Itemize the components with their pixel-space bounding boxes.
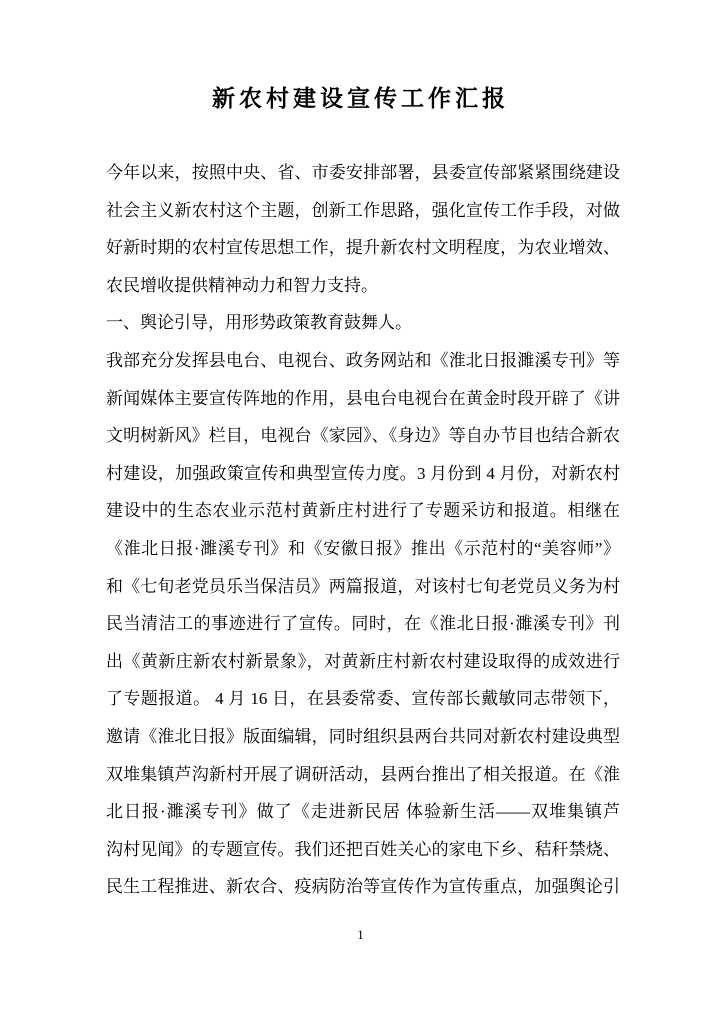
body-line: 《淮北日报·濉溪专刊》和《安徽日报》推出《示范村的“美容师”》 [106,538,620,558]
body-line: 民当清洁工的事迹进行了宣传。同时，在《淮北日报·濉溪专刊》刊 [106,614,620,634]
body-line: 新闻媒体主要宣传阵地的作用，县电台电视台在黄金时段开辟了《讲 [106,388,620,408]
body-line: 建设中的生态农业示范村黄新庄村进行了专题采访和报道。相继在 [106,501,620,521]
body-line: 农民增收提供精神动力和智力支持。 [106,275,378,295]
body-line: 出《黄新庄新农村新景象》，对黄新庄村新农村建设取得的成效进行 [106,651,620,671]
page-number: 1 [357,927,364,942]
body-line: 今年以来，按照中央、省、市委安排部署，县委宣传部紧紧围绕建设 [106,163,620,182]
body-line: 沟村见闻》的专题宣传。我们还把百姓关心的家电下乡、秸秆禁烧、 [106,839,620,859]
document-body [106,154,620,906]
body-line: 和《七旬老党员乐当保洁员》两篇报道，对该村七旬老党员义务为村 [106,576,620,596]
body-line: 邀请《淮北日报》版面编辑，同时组织县两台共同对新农村建设典型 [106,726,620,746]
body-line: 我部充分发挥县电台、电视台、政务网站和《淮北日报濉溪专刊》等 [106,350,620,370]
section-heading: 一、舆论引导，用形势政策教育鼓舞人。 [106,313,412,333]
body-line: 好新时期的农村宣传思想工作，提升新农村文明程度，为农业增效、 [106,238,620,258]
body-line: 民生工程推进、新农合、疫病防治等宣传作为宣传重点，加强舆论引 [106,877,620,897]
body-line: 北日报·濉溪专刊》做了《走进新民居 体验新生活——双堆集镇芦 [106,802,620,822]
document-title: 新农村建设宣传工作汇报 [212,86,509,111]
body-line: 了专题报道。 4 月 16 日，在县委常委、宣传部长戴敏同志带领下， [106,689,620,709]
body-line: 文明树新风》栏目，电视台《家园》、《身边》等自办节目也结合新农 [106,426,620,446]
body-line: 村建设，加强政策宣传和典型宣传力度。3 月份到 4 月份，对新农村 [106,463,620,483]
body-line: 双堆集镇芦沟新村开展了调研活动，县两台推出了相关报道。在《淮 [106,764,620,784]
body-line: 社会主义新农村这个主题，创新工作思路，强化宣传工作手段，对做 [106,200,620,220]
